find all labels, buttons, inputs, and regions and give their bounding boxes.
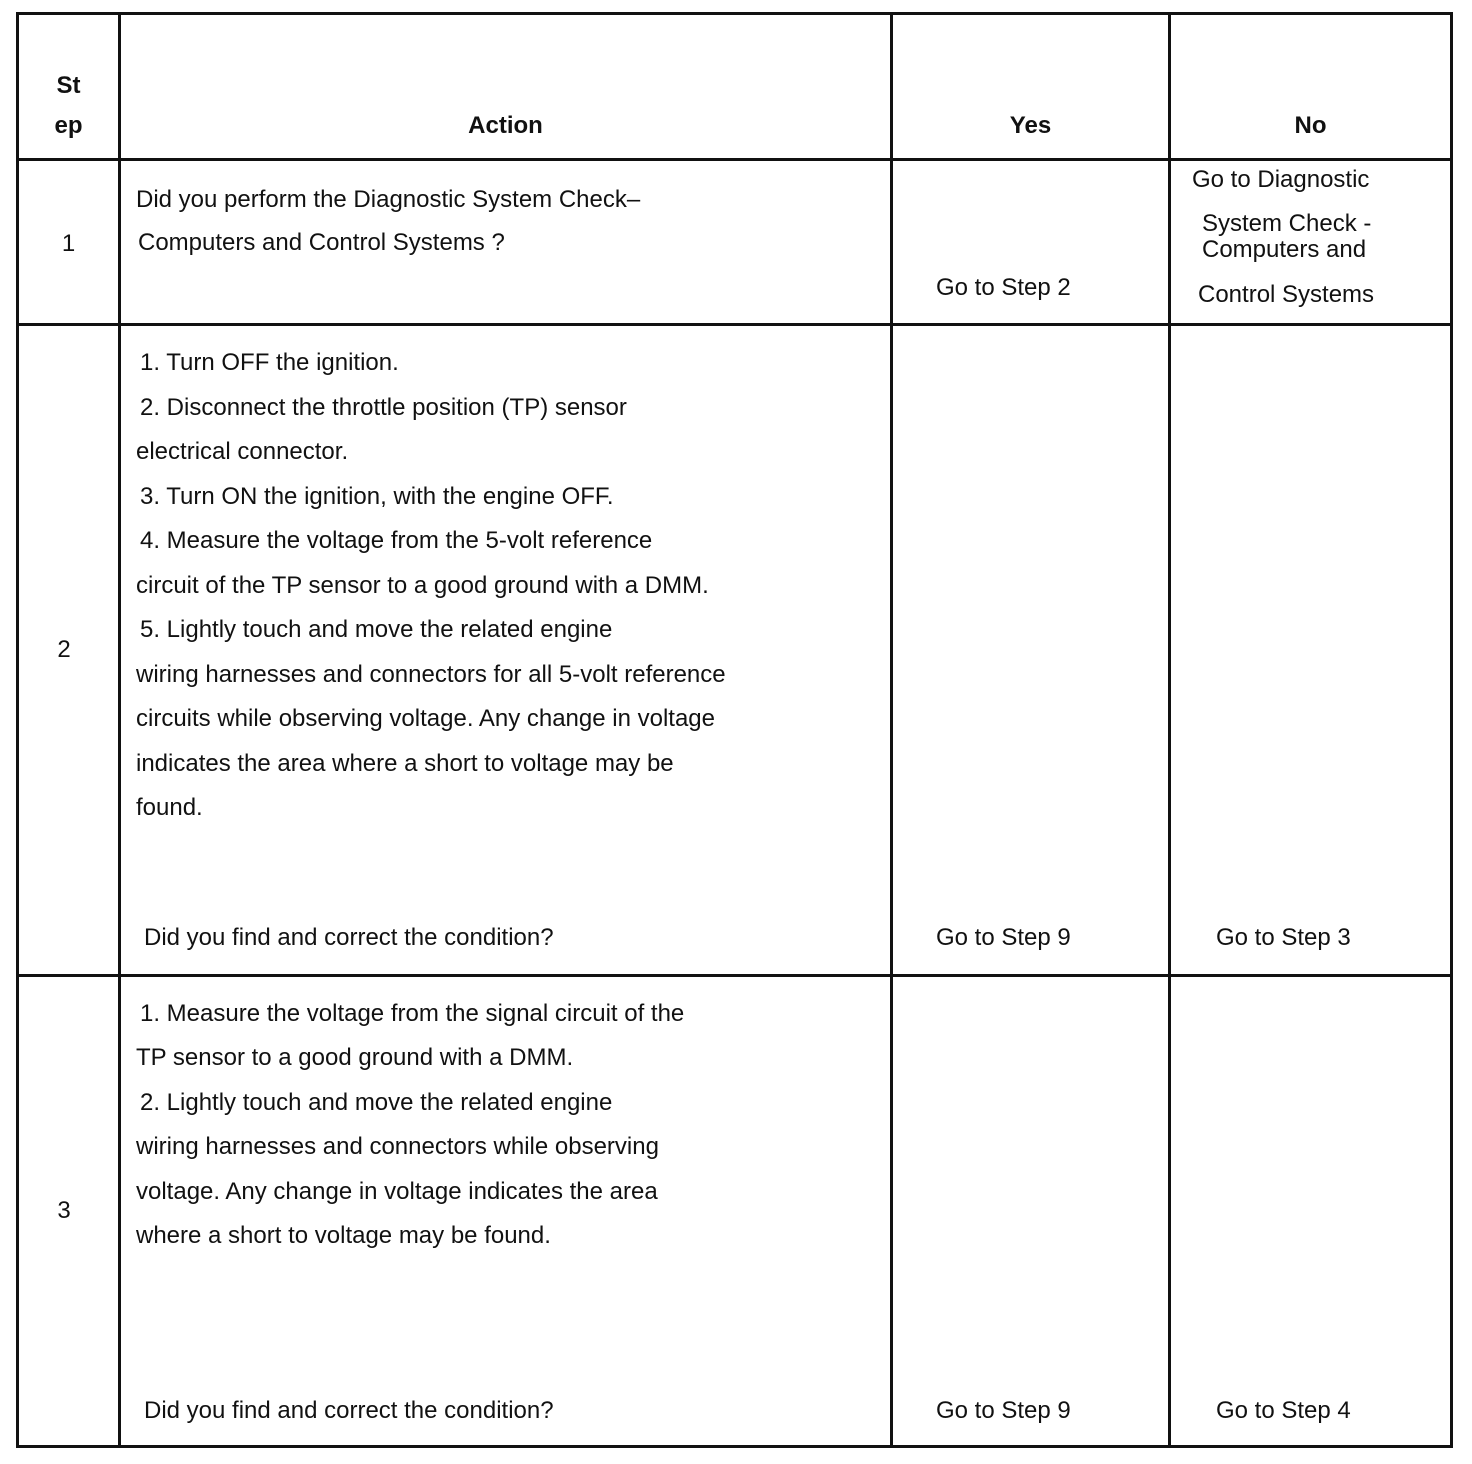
grid-line [1168,12,1171,1448]
diagnostic-table [16,12,1453,1448]
action-text: found. [136,794,203,821]
action-text: wiring harnesses and connectors for all 5-volt reference [136,661,726,688]
action-text: indicates the area where a short to voltage may be [136,750,674,777]
header-no: No [1294,112,1327,139]
yes-result: Go to Step 2 [936,274,1071,301]
yes-result: Go to Step 9 [936,924,1071,951]
action-text: 1. Measure the voltage from the signal circuit of the [140,1000,685,1027]
action-text: 2. Lightly touch and move the related engine [140,1089,613,1116]
step-number: 2 [57,636,71,663]
grid-line [118,12,121,1448]
action-question: Did you find and correct the condition? [144,1397,554,1424]
action-text: 2. Disconnect the throttle position (TP) sensor [140,394,627,421]
action-text: electrical connector. [136,438,349,465]
header-action: Action [468,112,543,139]
no-result: Go to Step 4 [1216,1397,1351,1424]
no-result: Control Systems [1198,281,1375,308]
grid-line [16,12,19,1448]
grid-line [16,12,1453,15]
grid-line [16,1445,1453,1448]
no-result: Computers and [1202,236,1367,263]
step-number: 1 [61,230,76,257]
action-question: Did you find and correct the condition? [144,924,554,951]
step-number: 3 [57,1197,71,1224]
yes-result: Go to Step 9 [936,1397,1071,1424]
grid-line [1450,12,1453,1448]
grid-line [16,158,1453,161]
action-text: voltage. Any change in voltage indicates the area [136,1178,658,1205]
action-text: Computers and Control Systems ? [138,229,505,256]
no-result: Go to Diagnostic [1192,166,1370,193]
action-text: Did you perform the Diagnostic System Check– [136,186,641,213]
action-text: TP sensor to a good ground with a DMM. [136,1044,574,1071]
action-text: 3. Turn ON the ignition, with the engine OFF. [140,483,614,510]
action-text: where a short to voltage may be found. [136,1222,551,1249]
action-text: circuits while observing voltage. Any change in voltage [136,705,715,732]
action-text: 1. Turn OFF the ignition. [140,349,399,376]
no-result: Go to Step 3 [1216,924,1351,951]
header-step-line: St [56,72,81,99]
action-text: 5. Lightly touch and move the related engine [140,616,613,643]
header-step [19,72,118,140]
action-text: wiring harnesses and connectors while observing [136,1133,659,1160]
no-result: System Check - [1202,210,1372,237]
header-yes: Yes [1009,112,1052,139]
header-step-line: ep [54,112,83,139]
action-text: circuit of the TP sensor to a good ground with a DMM. [136,572,709,599]
action-text: 4. Measure the voltage from the 5-volt reference [140,527,653,554]
grid-line [890,12,893,1448]
grid-line [16,323,1453,326]
grid-line [16,974,1453,977]
